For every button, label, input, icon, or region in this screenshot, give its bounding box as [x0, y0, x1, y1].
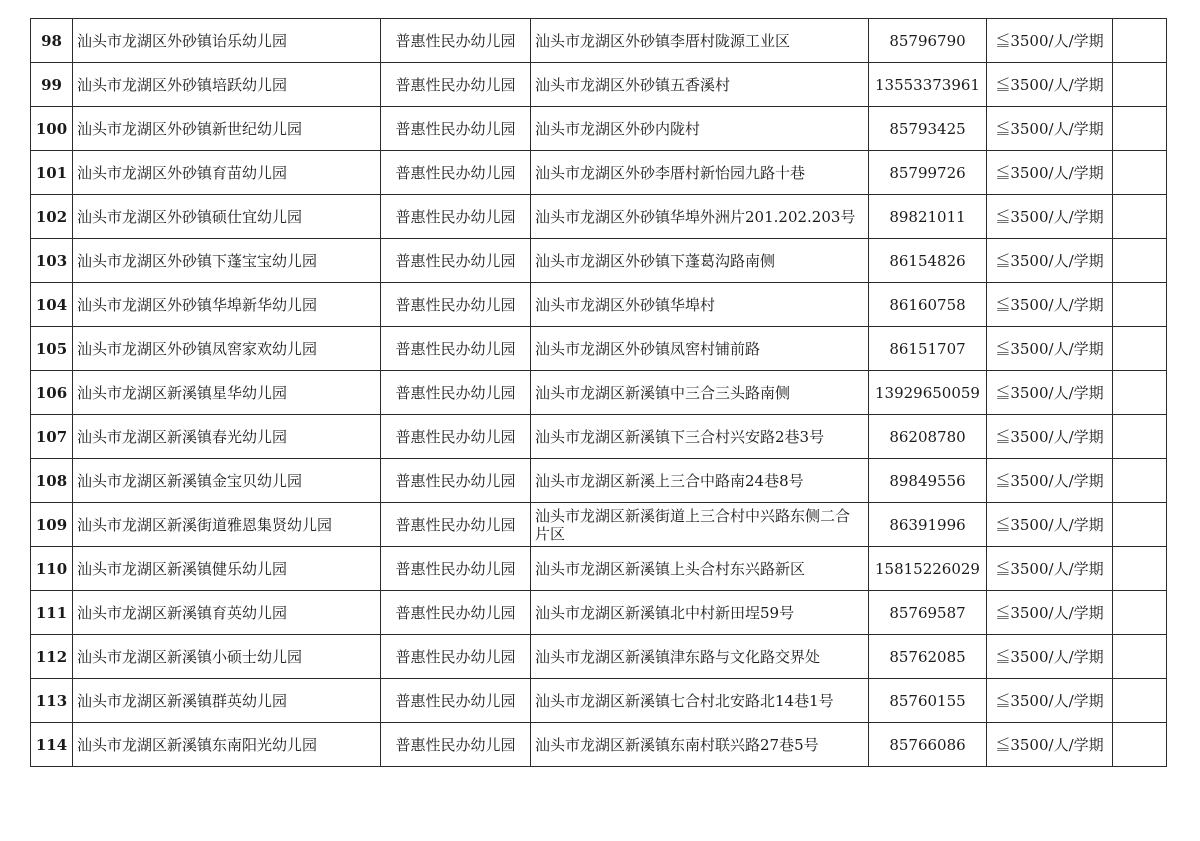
contact-phone: 89849556 [869, 459, 987, 503]
remark [1113, 679, 1167, 723]
remark [1113, 327, 1167, 371]
kindergarten-type: 普惠性民办幼儿园 [381, 107, 531, 151]
kindergarten-address: 汕头市龙湖区新溪上三合中路南24巷8号 [531, 459, 869, 503]
kindergarten-address: 汕头市龙湖区外砂镇华埠外洲片201.202.203号 [531, 195, 869, 239]
kindergarten-type: 普惠性民办幼儿园 [381, 63, 531, 107]
table-row [31, 19, 1167, 63]
document-sheet [30, 18, 1166, 767]
remark [1113, 459, 1167, 503]
kindergarten-type: 普惠性民办幼儿园 [381, 151, 531, 195]
kindergarten-type: 普惠性民办幼儿园 [381, 723, 531, 767]
kindergarten-type: 普惠性民办幼儿园 [381, 415, 531, 459]
row-number: 106 [31, 371, 73, 415]
fee-standard: ≦3500/人/学期 [987, 415, 1113, 459]
kindergarten-address: 汕头市龙湖区新溪街道上三合村中兴路东侧二合片区 [531, 503, 869, 547]
table-row [31, 195, 1167, 239]
kindergarten-address: 汕头市龙湖区外砂镇凤窖村铺前路 [531, 327, 869, 371]
remark [1113, 195, 1167, 239]
row-number: 109 [31, 503, 73, 547]
kindergarten-name: 汕头市龙湖区新溪街道雅恩集贤幼儿园 [73, 503, 381, 547]
kindergarten-name: 汕头市龙湖区新溪镇群英幼儿园 [73, 679, 381, 723]
contact-phone: 85796790 [869, 19, 987, 63]
kindergarten-address: 汕头市龙湖区新溪镇津东路与文化路交界处 [531, 635, 869, 679]
kindergarten-address: 汕头市龙湖区外砂镇华埠村 [531, 283, 869, 327]
fee-standard: ≦3500/人/学期 [987, 679, 1113, 723]
kindergarten-address: 汕头市龙湖区外砂镇李厝村陇源工业区 [531, 19, 869, 63]
table-row [31, 283, 1167, 327]
kindergarten-name: 汕头市龙湖区新溪镇育英幼儿园 [73, 591, 381, 635]
kindergarten-name: 汕头市龙湖区新溪镇东南阳光幼儿园 [73, 723, 381, 767]
kindergarten-address: 汕头市龙湖区外砂内陇村 [531, 107, 869, 151]
contact-phone: 86151707 [869, 327, 987, 371]
kindergarten-name: 汕头市龙湖区新溪镇金宝贝幼儿园 [73, 459, 381, 503]
kindergarten-address: 汕头市龙湖区新溪镇中三合三头路南侧 [531, 371, 869, 415]
contact-phone: 13553373961 [869, 63, 987, 107]
row-number: 111 [31, 591, 73, 635]
remark [1113, 547, 1167, 591]
table-body [31, 19, 1167, 767]
row-number: 104 [31, 283, 73, 327]
kindergarten-type: 普惠性民办幼儿园 [381, 327, 531, 371]
table-row [31, 371, 1167, 415]
row-number: 107 [31, 415, 73, 459]
kindergarten-name: 汕头市龙湖区新溪镇星华幼儿园 [73, 371, 381, 415]
kindergarten-address: 汕头市龙湖区外砂镇下蓬葛沟路南侧 [531, 239, 869, 283]
kindergarten-name: 汕头市龙湖区外砂镇硕仕宜幼儿园 [73, 195, 381, 239]
table-row [31, 151, 1167, 195]
kindergarten-type: 普惠性民办幼儿园 [381, 459, 531, 503]
kindergarten-address: 汕头市龙湖区新溪镇下三合村兴安路2巷3号 [531, 415, 869, 459]
kindergarten-name: 汕头市龙湖区新溪镇健乐幼儿园 [73, 547, 381, 591]
kindergarten-type: 普惠性民办幼儿园 [381, 547, 531, 591]
row-number: 99 [31, 63, 73, 107]
fee-standard: ≦3500/人/学期 [987, 459, 1113, 503]
remark [1113, 151, 1167, 195]
kindergarten-type: 普惠性民办幼儿园 [381, 371, 531, 415]
table-row [31, 327, 1167, 371]
kindergarten-type: 普惠性民办幼儿园 [381, 19, 531, 63]
kindergarten-type: 普惠性民办幼儿园 [381, 679, 531, 723]
kindergarten-name: 汕头市龙湖区外砂镇育苗幼儿园 [73, 151, 381, 195]
contact-phone: 89821011 [869, 195, 987, 239]
contact-phone: 86160758 [869, 283, 987, 327]
row-number: 102 [31, 195, 73, 239]
row-number: 113 [31, 679, 73, 723]
table-row [31, 679, 1167, 723]
table-row [31, 591, 1167, 635]
fee-standard: ≦3500/人/学期 [987, 635, 1113, 679]
remark [1113, 635, 1167, 679]
row-number: 105 [31, 327, 73, 371]
contact-phone: 85799726 [869, 151, 987, 195]
fee-standard: ≦3500/人/学期 [987, 547, 1113, 591]
remark [1113, 239, 1167, 283]
contact-phone: 85769587 [869, 591, 987, 635]
remark [1113, 371, 1167, 415]
kindergarten-address: 汕头市龙湖区新溪镇上头合村东兴路新区 [531, 547, 869, 591]
row-number: 112 [31, 635, 73, 679]
table-row [31, 459, 1167, 503]
kindergarten-type: 普惠性民办幼儿园 [381, 283, 531, 327]
contact-phone: 86208780 [869, 415, 987, 459]
kindergarten-address: 汕头市龙湖区新溪镇东南村联兴路27巷5号 [531, 723, 869, 767]
kindergarten-address: 汕头市龙湖区外砂李厝村新怡园九路十巷 [531, 151, 869, 195]
kindergarten-type: 普惠性民办幼儿园 [381, 503, 531, 547]
fee-standard: ≦3500/人/学期 [987, 195, 1113, 239]
kindergarten-address: 汕头市龙湖区外砂镇五香溪村 [531, 63, 869, 107]
row-number: 108 [31, 459, 73, 503]
remark [1113, 723, 1167, 767]
contact-phone: 85766086 [869, 723, 987, 767]
contact-phone: 15815226029 [869, 547, 987, 591]
fee-standard: ≦3500/人/学期 [987, 591, 1113, 635]
fee-standard: ≦3500/人/学期 [987, 283, 1113, 327]
kindergarten-name: 汕头市龙湖区新溪镇春光幼儿园 [73, 415, 381, 459]
row-number: 114 [31, 723, 73, 767]
fee-standard: ≦3500/人/学期 [987, 107, 1113, 151]
fee-standard: ≦3500/人/学期 [987, 327, 1113, 371]
kindergarten-name: 汕头市龙湖区外砂镇下蓬宝宝幼儿园 [73, 239, 381, 283]
table-row [31, 723, 1167, 767]
table-row [31, 547, 1167, 591]
fee-standard: ≦3500/人/学期 [987, 723, 1113, 767]
row-number: 103 [31, 239, 73, 283]
kindergarten-name: 汕头市龙湖区外砂镇诒乐幼儿园 [73, 19, 381, 63]
kindergarten-name: 汕头市龙湖区外砂镇培跃幼儿园 [73, 63, 381, 107]
remark [1113, 503, 1167, 547]
remark [1113, 63, 1167, 107]
kindergarten-type: 普惠性民办幼儿园 [381, 635, 531, 679]
table-row [31, 107, 1167, 151]
table-row [31, 635, 1167, 679]
contact-phone: 13929650059 [869, 371, 987, 415]
kindergarten-name: 汕头市龙湖区外砂镇凤窖家欢幼儿园 [73, 327, 381, 371]
contact-phone: 85793425 [869, 107, 987, 151]
contact-phone: 85762085 [869, 635, 987, 679]
table-row [31, 239, 1167, 283]
contact-phone: 86391996 [869, 503, 987, 547]
row-number: 110 [31, 547, 73, 591]
fee-standard: ≦3500/人/学期 [987, 503, 1113, 547]
fee-standard: ≦3500/人/学期 [987, 371, 1113, 415]
remark [1113, 591, 1167, 635]
remark [1113, 107, 1167, 151]
kindergarten-type: 普惠性民办幼儿园 [381, 239, 531, 283]
kindergarten-name: 汕头市龙湖区新溪镇小硕士幼儿园 [73, 635, 381, 679]
remark [1113, 19, 1167, 63]
row-number: 98 [31, 19, 73, 63]
kindergarten-type: 普惠性民办幼儿园 [381, 591, 531, 635]
table-row [31, 63, 1167, 107]
remark [1113, 283, 1167, 327]
kindergarten-address: 汕头市龙湖区新溪镇七合村北安路北14巷1号 [531, 679, 869, 723]
kindergarten-address: 汕头市龙湖区新溪镇北中村新田埕59号 [531, 591, 869, 635]
contact-phone: 86154826 [869, 239, 987, 283]
kindergarten-type: 普惠性民办幼儿园 [381, 195, 531, 239]
table-row [31, 415, 1167, 459]
contact-phone: 85760155 [869, 679, 987, 723]
kindergarten-name: 汕头市龙湖区外砂镇华埠新华幼儿园 [73, 283, 381, 327]
table-row [31, 503, 1167, 547]
kindergarten-table [30, 18, 1167, 767]
remark [1113, 415, 1167, 459]
fee-standard: ≦3500/人/学期 [987, 63, 1113, 107]
fee-standard: ≦3500/人/学期 [987, 239, 1113, 283]
fee-standard: ≦3500/人/学期 [987, 151, 1113, 195]
row-number: 101 [31, 151, 73, 195]
row-number: 100 [31, 107, 73, 151]
fee-standard: ≦3500/人/学期 [987, 19, 1113, 63]
kindergarten-name: 汕头市龙湖区外砂镇新世纪幼儿园 [73, 107, 381, 151]
